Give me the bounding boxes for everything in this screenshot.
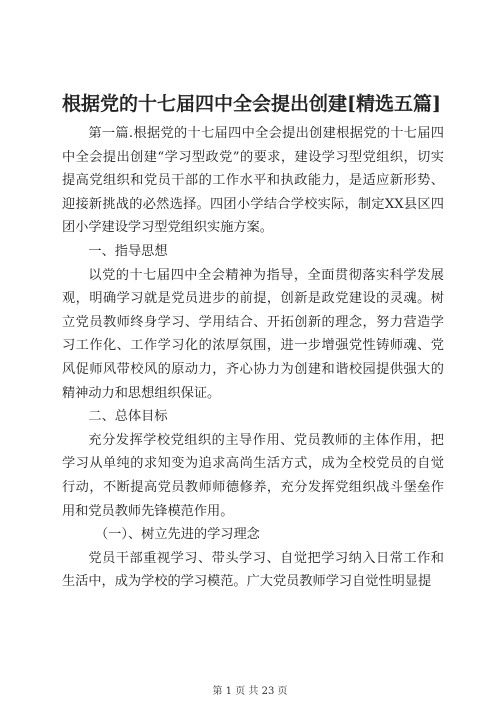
section-heading-guiding-ideology: 一、指导思想 <box>88 243 168 259</box>
paragraph-overall-goal: 充分发挥学校党组织的主导作用、党员教师的主体作用，把学习从单纯的求知变为追求高尚生活方式，成为全校党员的自觉行动，不断提高党员教师师德修养，充分发挥党组织战斗堡垒作用和党员教师先锋模范作用。 <box>62 432 444 519</box>
paragraph-guiding-ideology: 以党的十七届四中全会精神为指导，全面贯彻落实科学发展观，明确学习就是党员进步的前提，创新是政党建设的灵魂。树立党员教师终身学习、学用结合、开拓创新的理念，努力营造学习工作化、工作学习化的浓厚氛围，进一步增强党性铸师魂、党风促师风带校风的原动力，齐心协力为创建和谐校园提供强大的精神动力和思想组织保证。 <box>62 267 444 401</box>
subsection-heading-learning-concept: （一）、树立先进的学习理念 <box>95 527 260 543</box>
document-body <box>62 122 444 594</box>
document-title: 根据党的十七届四中全会提出创建[精选五篇] <box>62 93 441 115</box>
section-heading-overall-goal: 二、总体目标 <box>88 409 168 425</box>
page-number: 第 1 页 共 23 页 <box>212 686 288 697</box>
paragraph-intro: 第一篇.根据党的十七届四中全会提出创建根据党的十七届四中全会提出创建“学习型政党”的要求，建设学习型党组织，切实提高党组织和党员干部的工作水平和执政能力，是适应新形势、迎接新挑战的必然选择。四团小学结合学校实际，制定XX县区四团小学建设学习型党组织实施方案。 <box>62 126 444 236</box>
paragraph-learning-concept: 党员干部重视学习、带头学习、自觉把学习纳入日常工作和生活中，成为学校的学习模范。广大党员教师学习自觉性明显提 <box>62 550 444 590</box>
